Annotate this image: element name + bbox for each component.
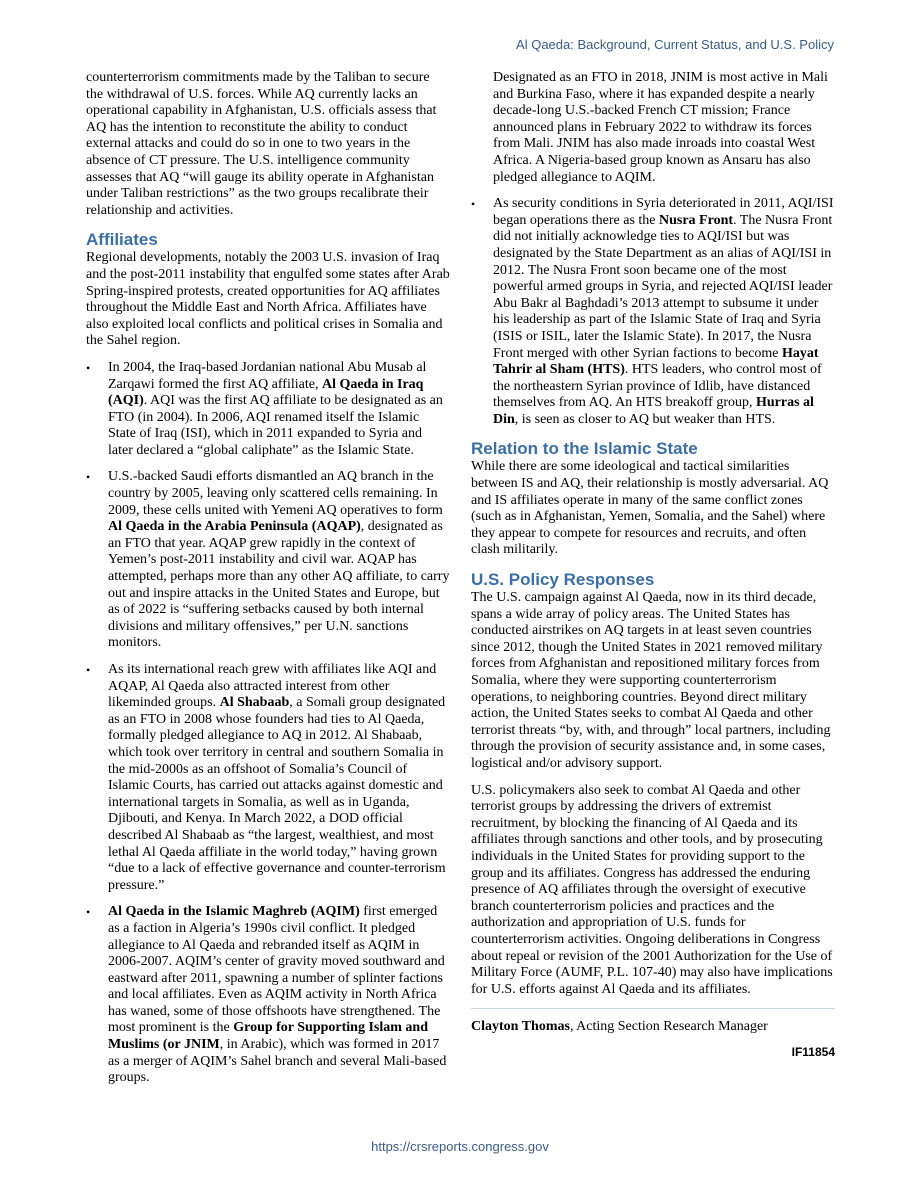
product-code: IF11854	[791, 1044, 835, 1059]
aqim-text-mid: first emerged as a faction in Algeria’s 1990s civil conflict. It pledged allegiance to Al Qaeda and rebranded itself as AQIM in 2006-2007. AQIM’s center of gravity moved southward and eastward after 2011, spawning a number of splinter factions and local affiliates. Even as AQIM activity in North Africa has waned, some of those offshoots have strengthened. The most prominent is the	[108, 904, 445, 1036]
aqap-name: Al Qaeda in the Arabia Peninsula (AQAP)	[108, 519, 361, 535]
relation-heading: Relation to the Islamic State	[471, 439, 698, 459]
aqi-name: Al Qaeda in Iraq (AQI)	[108, 376, 424, 409]
list-item-aqim	[86, 904, 450, 1087]
intro-paragraph: counterterrorism commitments made by the Taliban to secure the withdrawal of U.S. forces. While AQ currently lacks an operational capability in Afghanistan, U.S. officials assess that AQ has the intention to reconstitute the ability to conduct external attacks and could do so in one to two years in the absence of CT pressure. The U.S. intelligence community assesses that AQ “will gauge its ability operate in Afghanistan under Taliban restrictions” as the two groups recalibrate their relationship and activities.	[86, 70, 437, 218]
aqim-text-post: , in Arabic), which was formed in 2017 as a merger of AQIM’s Sahel branch and several Mali-based groups.	[108, 1037, 447, 1086]
author-name: Clayton Thomas	[471, 1019, 570, 1035]
bullet-icon: •	[471, 197, 476, 212]
bullet-icon: •	[86, 360, 91, 375]
bullet-icon: •	[86, 470, 91, 485]
jnim-continuation-paragraph: Designated as an FTO in 2018, JNIM is most active in Mali and Burkina Faso, where it has expanded despite a nearly decade-long U.S.-backed French CT mission; France announced plans in February 2022 to withdraw its forces from Mali. JNIM has also made inroads into coastal West Africa. A Nigeria-based group known as Ansaru has also pledged allegiance to AQIM.	[493, 70, 828, 185]
nusra-text-mid2: . HTS leaders, who control most of the northeastern Syrian province of Idlib, have distanced themselves from AQ. An HTS breakoff group,	[493, 362, 822, 411]
bullet-icon: •	[86, 905, 91, 920]
policy-paragraph-1: The U.S. campaign against Al Qaeda, now in its third decade, spans a wide array of policy areas. The United States has conducted airstrikes on AQ targets in at least seven countries since 2012, though the United States in 2021 removed military forces from Afghanistan and repositioned military forces from Somalia, where they were supporting counterterrorism operations, to neighboring countries. Beyond direct military action, the United States seeks to combat Al Qaeda and other terrorist threats “by, with, and through” local partners, including through the provision of security assistance and, in some cases, logistical and/or advisory support.	[471, 590, 831, 771]
affiliates-list-continued	[471, 196, 835, 428]
shabaab-text-post: , a Somali group designated as an FTO in 2008 whose founders had ties to Al Qaeda, formally pledged allegiance to AQ in 2012. Al Shabaab, which took over territory in central and southern Somalia in the mid-2000s as an offshoot of Somalia’s Council of Islamic Courts, has carried out attacks against domestic and international targets in Somalia, as well as in Uganda, Djibouti, and Kenya. In March 2022, a DOD official described Al Shabaab as “the largest, wealthiest, and most lethal Al Qaeda affiliate in the world today,” having grown “due to a lack of effective governance and counter-terrorism pressure.”	[108, 695, 446, 893]
aqi-text-post: . AQI was the first AQ affiliate to be designated as an FTO (in 2004). In 2006, AQI renamed itself the Islamic State of Iraq (ISI), which in 2011 expanded to Syria and later declared a “global caliphate” as the Islamic State.	[108, 393, 443, 458]
hurras-name: Hurras al Din	[493, 395, 814, 427]
nusra-name: Nusra Front	[659, 212, 734, 228]
aqap-text-pre: U.S.-backed Saudi efforts dismantled an AQ branch in the country by 2005, leaving only scattered cells remaining. In 2009, these cells united with Yemeni AQ operatives to form	[108, 469, 443, 518]
affiliates-list	[86, 360, 450, 1087]
relation-paragraph: While there are some ideological and tactical similarities between IS and AQ, their relationship is mostly adversarial. AQ and IS affiliates operate in many of the same conflict zones (such as in Afghanistan, Yemen, Somalia, and the Sahel) where they appear to compete for resources and recruits, and often clash militarily.	[471, 459, 829, 558]
aqim-name: Al Qaeda in the Islamic Maghreb (AQIM)	[108, 904, 360, 920]
policy-paragraph-2: U.S. policymakers also seek to combat Al Qaeda and other terrorist groups by addressing the drivers of extremist recruitment, by blocking the financing of Al Qaeda and its affiliates through sanctions and other tools, and by prosecuting individuals in the United States for providing support to the group and its affiliates. Congress has addressed the enduring presence of AQ affiliates through the oversight of executive branch counterterrorism policies and practices and the authorization and appropriation of U.S. funds for counterterrorism activities. Ongoing deliberations in Congress about repeal or revision of the 2001 Authorization for the Use of Military Force (AUMF, P.L. 107-40) may also have implications for U.S. efforts against Al Qaeda and its affiliates.	[471, 782, 833, 997]
affiliates-paragraph: Regional developments, notably the 2003 U.S. invasion of Iraq and the post-2011 instability that engulfed some states after Arab Spring-inspired protests, created opportunities for AQ affiliates throughout the Middle East and North Africa. Affiliates have also exploited local conflicts and political crises in Somalia and the Sahel region.	[86, 250, 450, 349]
author-line	[471, 1019, 835, 1036]
footer-url[interactable]: https://crsreports.congress.gov	[371, 1139, 549, 1154]
shabaab-name: Al Shabaab	[219, 695, 290, 711]
list-item-nusra	[471, 196, 835, 428]
list-item-aqi	[86, 360, 450, 460]
bullet-icon: •	[86, 663, 91, 677]
hts-name: Hayat Tahrir al Sham (HTS)	[493, 345, 819, 378]
policy-heading: U.S. Policy Responses	[471, 570, 655, 590]
list-item-aqap	[86, 469, 450, 652]
shabaab-text-pre: As its international reach grew with affiliates like AQI and AQAP, Al Qaeda also attracted interest from other likeminded groups.	[108, 662, 437, 711]
aqap-text-post: , designated as an FTO that year. AQAP grew rapidly in the context of Yemen’s post-2011 instability and civil war. AQAP has attempted, perhaps more than any other AQ affiliate, to carry out and inspire attacks in the United States and Europe, but as of 2022 is “suffering setbacks caused by both internal divisions and military offensives,” per U.N. sanctions monitors.	[108, 519, 450, 651]
right-column	[471, 70, 835, 1060]
nusra-text-pre: As security conditions in Syria deteriorated in 2011, AQI/ISI began operations there as the	[493, 196, 834, 228]
list-item-shabaab	[86, 662, 450, 894]
author-divider	[471, 1008, 835, 1009]
nusra-text-post: , is seen as closer to AQ but weaker than HTS.	[514, 411, 776, 427]
nusra-text-mid: . The Nusra Front did not initially acknowledge ties to AQI/ISI but was designated by the State Department as an alias of AQI/ISI in 2012. The Nusra Front soon became one of the most powerful armed groups in Syria, and rejected AQI/ISI leader Abu Bakr al Baghdadi’s 2013 attempt to subsume it under his leadership as part of the Islamic State of Iraq and Syria (ISIS or ISIL, later the Islamic State). In 2017, the Nusra Front merged with other Syrian factions to become	[493, 212, 833, 361]
aqi-text-pre: In 2004, the Iraq-based Jordanian national Abu Musab al Zarqawi formed the first AQ affiliate,	[108, 359, 427, 392]
running-header: Al Qaeda: Background, Current Status, and U.S. Policy	[516, 37, 834, 52]
affiliates-heading: Affiliates	[86, 230, 158, 250]
author-title: , Acting Section Research Manager	[569, 1019, 768, 1035]
jnim-name: Group for Supporting Islam and Muslims (or JNIM	[108, 1020, 428, 1053]
left-column	[86, 70, 450, 1097]
